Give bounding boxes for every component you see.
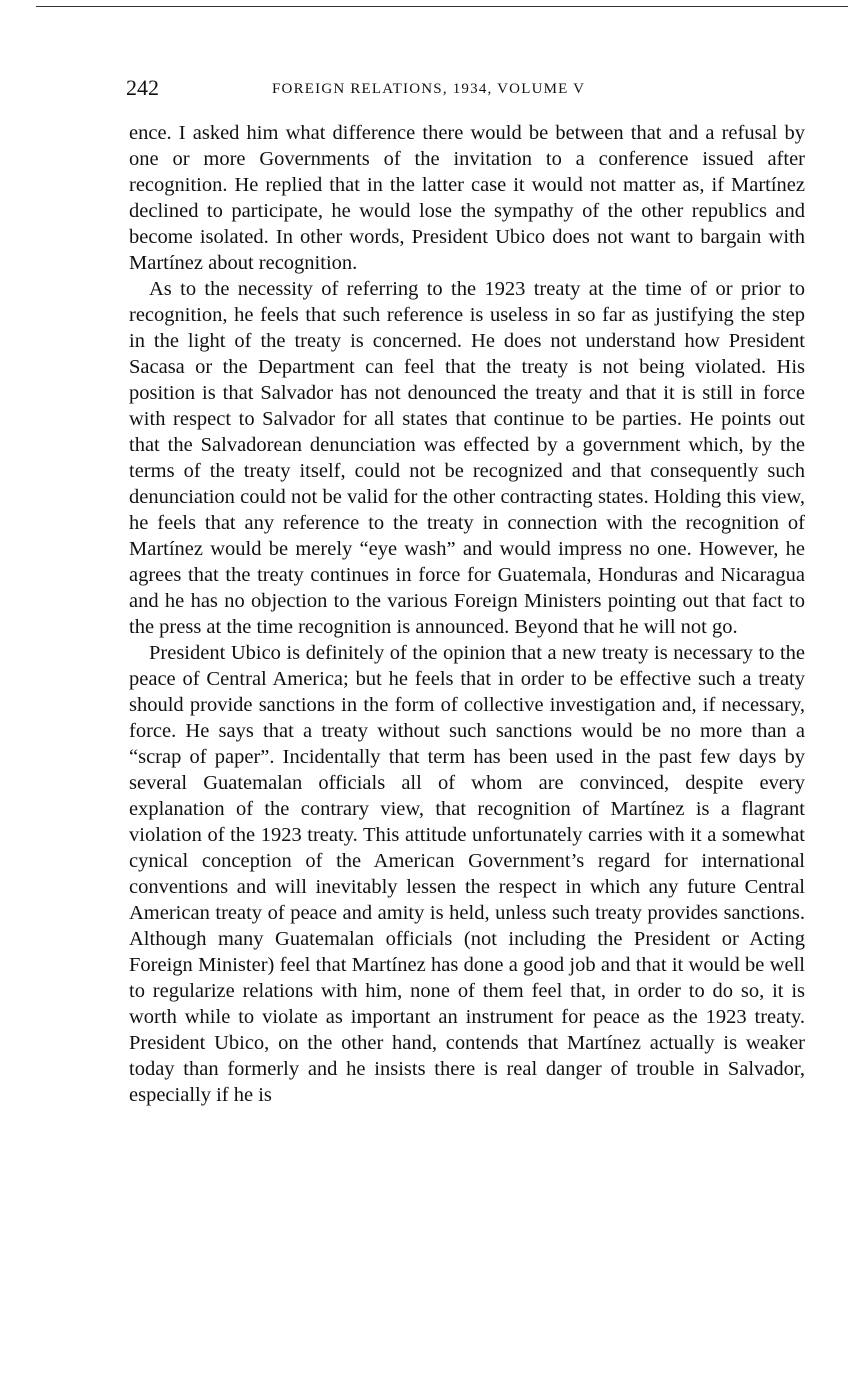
running-head: FOREIGN RELATIONS, 1934, VOLUME V bbox=[272, 81, 586, 97]
paragraph-2: As to the necessity of referring to the 1923 treaty at the time of or prior to recognition, he feels that such reference is useless in so far as justifying the step in the light of the treaty is concerned. He does not understand how President Sacasa or the Department can feel that the treaty is not being violated. His position is that Salvador has not denounced the treaty and that it is still in force with respect to Salvador for all states that continue to be parties. He points out that the Salvadorean denunciation was effected by a government which, by the terms of the treaty itself, could not be recognized and that consequently such denunciation could not be valid for the other contracting states. Holding this view, he feels that any reference to the treaty in connection with the recognition of Martínez would be merely “eye wash” and would impress no one. However, he agrees that the treaty continues in force for Guatemala, Honduras and Nicaragua and he has no objection to the various Foreign Ministers pointing out that fact to the press at the time recognition is announced. Beyond that he will not go. bbox=[129, 278, 805, 638]
page-header bbox=[126, 74, 806, 102]
paragraph-3: President Ubico is definitely of the opinion that a new treaty is necessary to the peace of Central America; but he feels that in order to be effective such a treaty should provide sanctions in the form of collective investigation and, if necessary, force. He says that a treaty without such sanctions would be no more than a “scrap of paper”. Incidentally that term has been used in the past few days by several Guatemalan officials all of whom are convinced, despite every explanation of the contrary view, that recognition of Martínez is a flagrant violation of the 1923 treaty. This attitude unfortunately carries with it a somewhat cynical conception of the American Government’s regard for international conventions and will inevitably lessen the respect in which any future Central American treaty of peace and amity is held, unless such treaty provides sanctions. Although many Guatemalan officials (not including the President or Acting Foreign Minister) feel that Martínez has done a good job and that it would be well to regularize relations with him, none of them feel that, in order to do so, it is worth while to violate as important an instrument for peace as the 1923 treaty. President Ubico, on the other hand, contends that Martínez actually is weaker today than formerly and he insists there is real danger of trouble in Salvador, especially if he is bbox=[129, 642, 805, 1106]
paragraph-1: ence. I asked him what difference there would be between that and a refusal by one or more Governments of the invitation to a conference issued after recognition. He replied that in the latter case it would not matter as, if Martínez declined to participate, he would lose the sympathy of the other republics and become isolated. In other words, President Ubico does not want to bargain with Martínez about recognition. bbox=[129, 122, 805, 274]
top-rule bbox=[36, 6, 848, 7]
body-text bbox=[129, 120, 805, 1108]
page-number: 242 bbox=[126, 75, 159, 100]
